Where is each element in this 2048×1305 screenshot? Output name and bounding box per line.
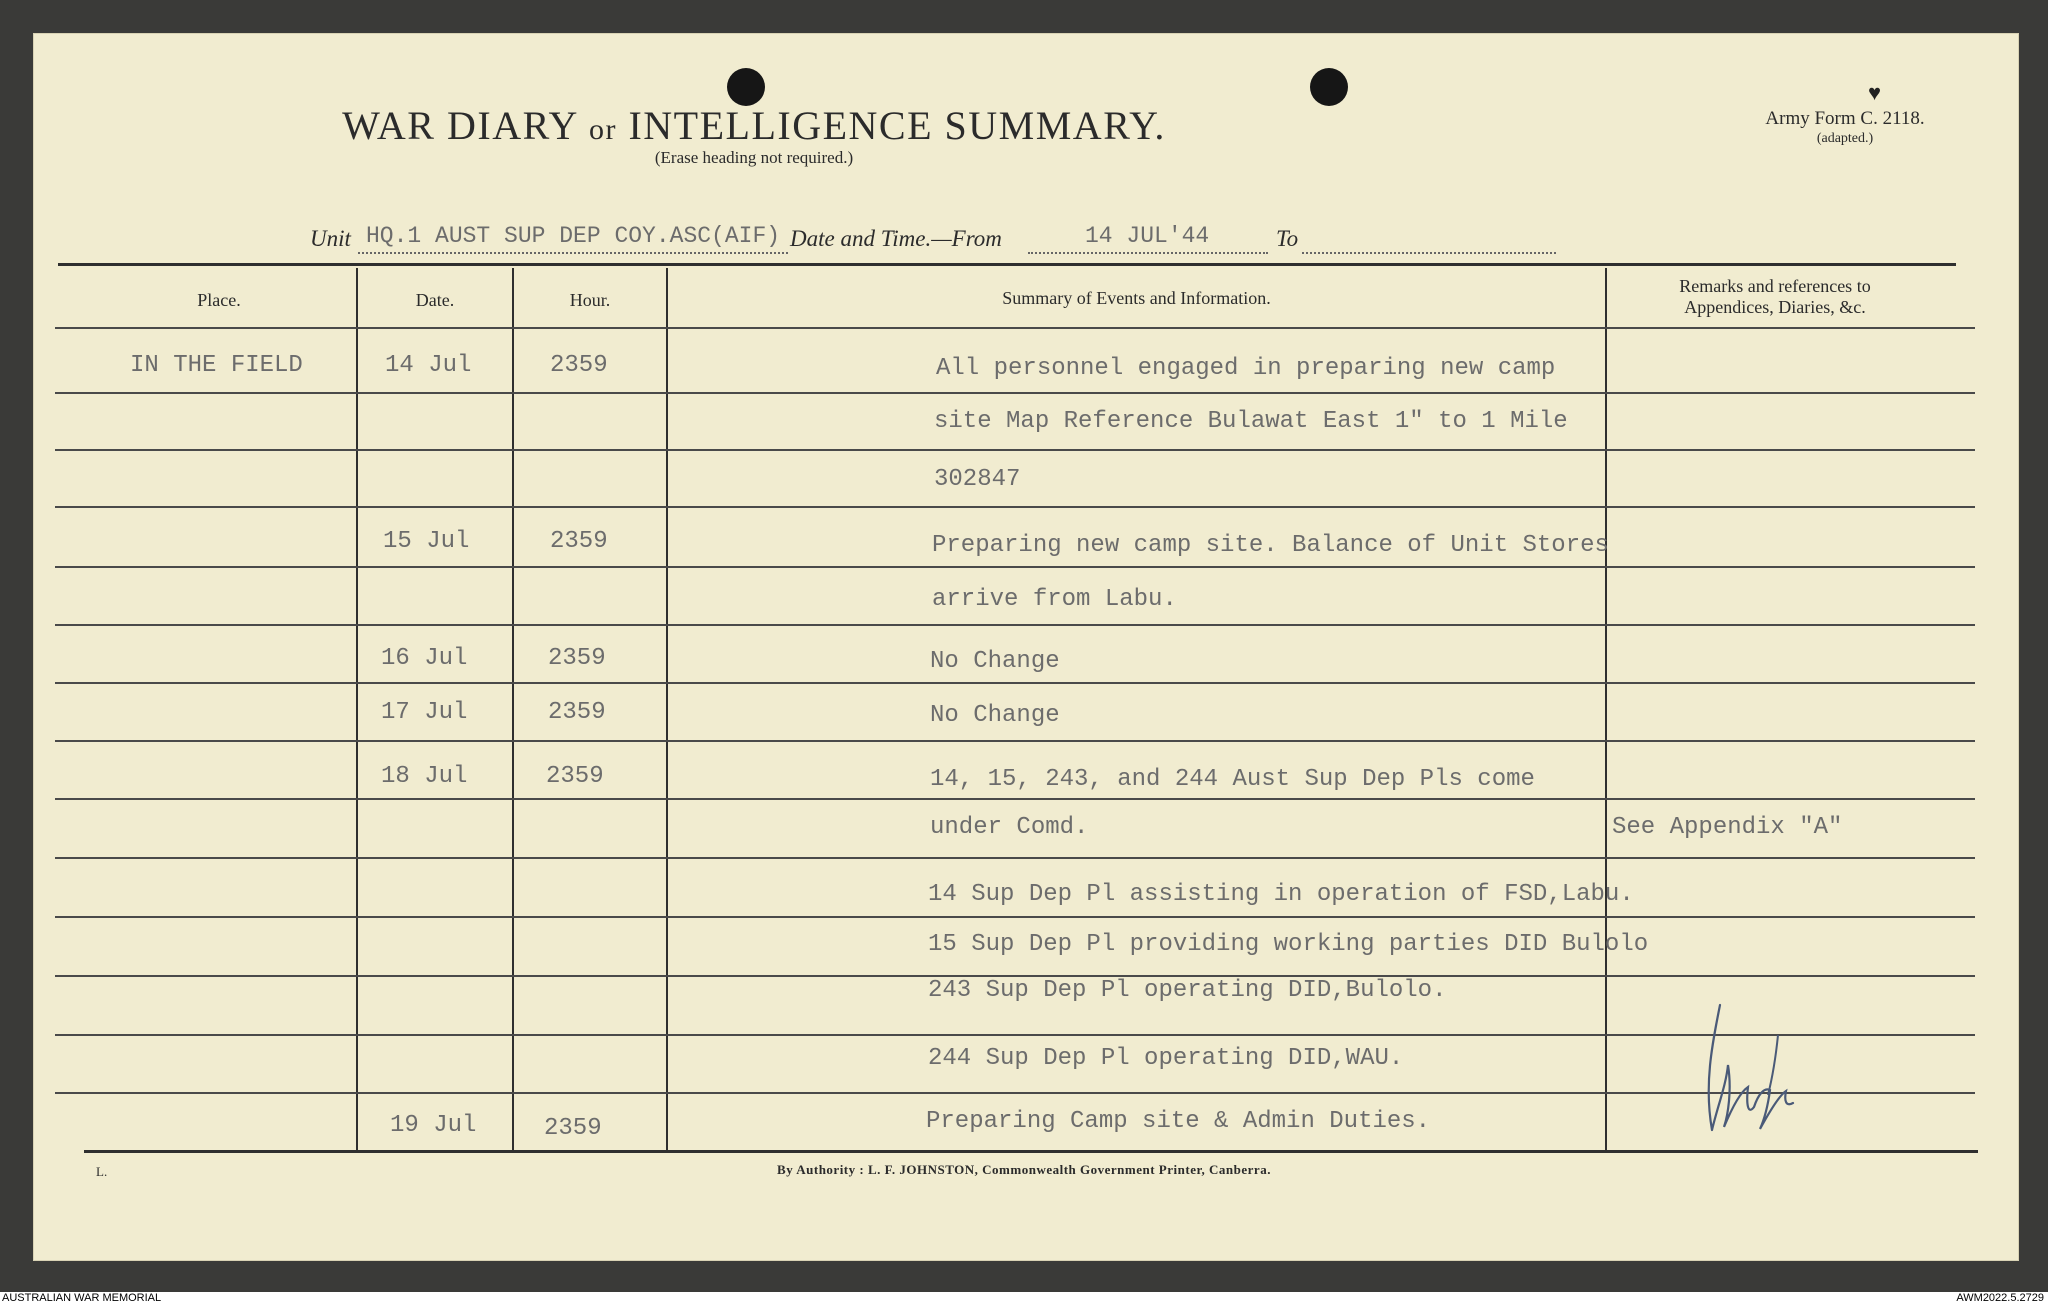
table-bottom-rule <box>84 1150 1978 1153</box>
col-divider-hour <box>666 268 668 1152</box>
col-header-place: Place. <box>197 290 241 310</box>
row-line <box>55 798 1975 800</box>
unit-value: HQ.1 AUST SUP DEP COY.ASC(AIF) <box>366 223 781 249</box>
row-line <box>55 1092 1975 1094</box>
table-row-summary: site Map Reference Bulawat East 1" to 1 Mile <box>934 408 1568 435</box>
table-row-hour: 2359 <box>548 645 606 672</box>
punch-hole-right <box>1310 68 1348 106</box>
col-header-summary: Summary of Events and Information. <box>1002 288 1271 308</box>
table-row-summary: Preparing new camp site. Balance of Unit Stores <box>932 532 1609 559</box>
army-form-adapted: (adapted.) <box>1816 131 1874 146</box>
title-intelligence-summary: INTELLIGENCE SUMMARY. <box>628 103 1166 148</box>
table-row-remarks: See Appendix "A" <box>1612 814 1843 841</box>
table-row-hour: 2359 <box>544 1115 602 1142</box>
table-row-summary: 15 Sup Dep Pl providing working parties DID Bulolo <box>928 931 1649 958</box>
col-header-remarks: Remarks and references to Appendices, Diaries, &c. <box>1679 276 1871 317</box>
table-row-summary: Preparing Camp site & Admin Duties. <box>926 1108 1431 1135</box>
row-line <box>55 916 1975 918</box>
row-line <box>55 506 1975 508</box>
table-row-summary: No Change <box>930 702 1060 729</box>
table-row-summary: under Comd. <box>930 814 1089 841</box>
table-row-hour: 2359 <box>550 352 608 379</box>
date-from-value: 14 JUL'44 <box>1085 223 1210 249</box>
row-line <box>55 1034 1975 1036</box>
row-line <box>55 740 1975 742</box>
table-row-summary: arrive from Labu. <box>932 586 1177 613</box>
to-dotline <box>1302 252 1556 254</box>
erase-note: (Erase heading not required.) <box>654 148 854 167</box>
row-line <box>55 857 1975 859</box>
to-label: To <box>1276 226 1299 251</box>
handwritten-signature <box>1698 995 1808 1145</box>
table-row-hour: 2359 <box>548 699 606 726</box>
date-time-from-label: Date and Time.—From <box>790 226 1002 251</box>
table-row-summary: 243 Sup Dep Pl operating DID,Bulolo. <box>928 977 1447 1004</box>
table-row-summary: 302847 <box>934 466 1021 493</box>
table-row-date: 15 Jul <box>383 528 470 555</box>
row-line <box>55 449 1975 451</box>
unit-dotline <box>358 252 788 254</box>
title-war-diary: WAR DIARY <box>342 103 578 148</box>
table-row-summary: 14, 15, 243, and 244 Aust Sup Dep Pls come <box>930 766 1535 793</box>
table-row-summary: All personnel engaged in preparing new camp <box>936 355 1556 382</box>
form-l-mark: L. <box>96 1164 108 1179</box>
header-row-line <box>55 327 1975 329</box>
table-row-date: 16 Jul <box>381 645 468 672</box>
table-row-date: 17 Jul <box>381 699 468 726</box>
row-line <box>55 624 1975 626</box>
title-or: or <box>588 113 617 146</box>
unit-label: Unit <box>310 226 351 251</box>
table-row-summary: 14 Sup Dep Pl assisting in operation of FSD,Labu. <box>928 881 1634 908</box>
row-line <box>55 566 1975 568</box>
col-divider-place <box>356 268 358 1152</box>
credit-right: AWM2022.5.2729 <box>1956 1292 2044 1304</box>
table-row-hour: 2359 <box>550 528 608 555</box>
table-row-date: 14 Jul <box>385 352 472 379</box>
date-from-dotline <box>1028 252 1268 254</box>
table-top-rule <box>58 263 1956 266</box>
table-row-place: IN THE FIELD <box>130 352 303 379</box>
ink-blot-mark: ♥ <box>1868 80 1882 105</box>
table-row-summary: No Change <box>930 648 1060 675</box>
row-line <box>55 682 1975 684</box>
table-row-date: 19 Jul <box>390 1112 477 1139</box>
army-form-number: Army Form C. 2118. <box>1765 108 1925 129</box>
punch-hole-left <box>727 68 765 106</box>
table-row-hour: 2359 <box>546 763 604 790</box>
credit-bar <box>0 1292 2048 1305</box>
col-header-hour: Hour. <box>569 290 611 310</box>
credit-left: AUSTRALIAN WAR MEMORIAL <box>2 1292 162 1304</box>
table-row-date: 18 Jul <box>381 763 468 790</box>
col-header-date: Date. <box>415 290 455 310</box>
col-divider-summary <box>1605 268 1607 1152</box>
printer-authority: By Authority : L. F. JOHNSTON, Commonwealth Government Printer, Canberra. <box>777 1162 1271 1177</box>
table-row-summary: 244 Sup Dep Pl operating DID,WAU. <box>928 1045 1404 1072</box>
row-line <box>55 392 1975 394</box>
col-divider-date <box>512 268 514 1152</box>
